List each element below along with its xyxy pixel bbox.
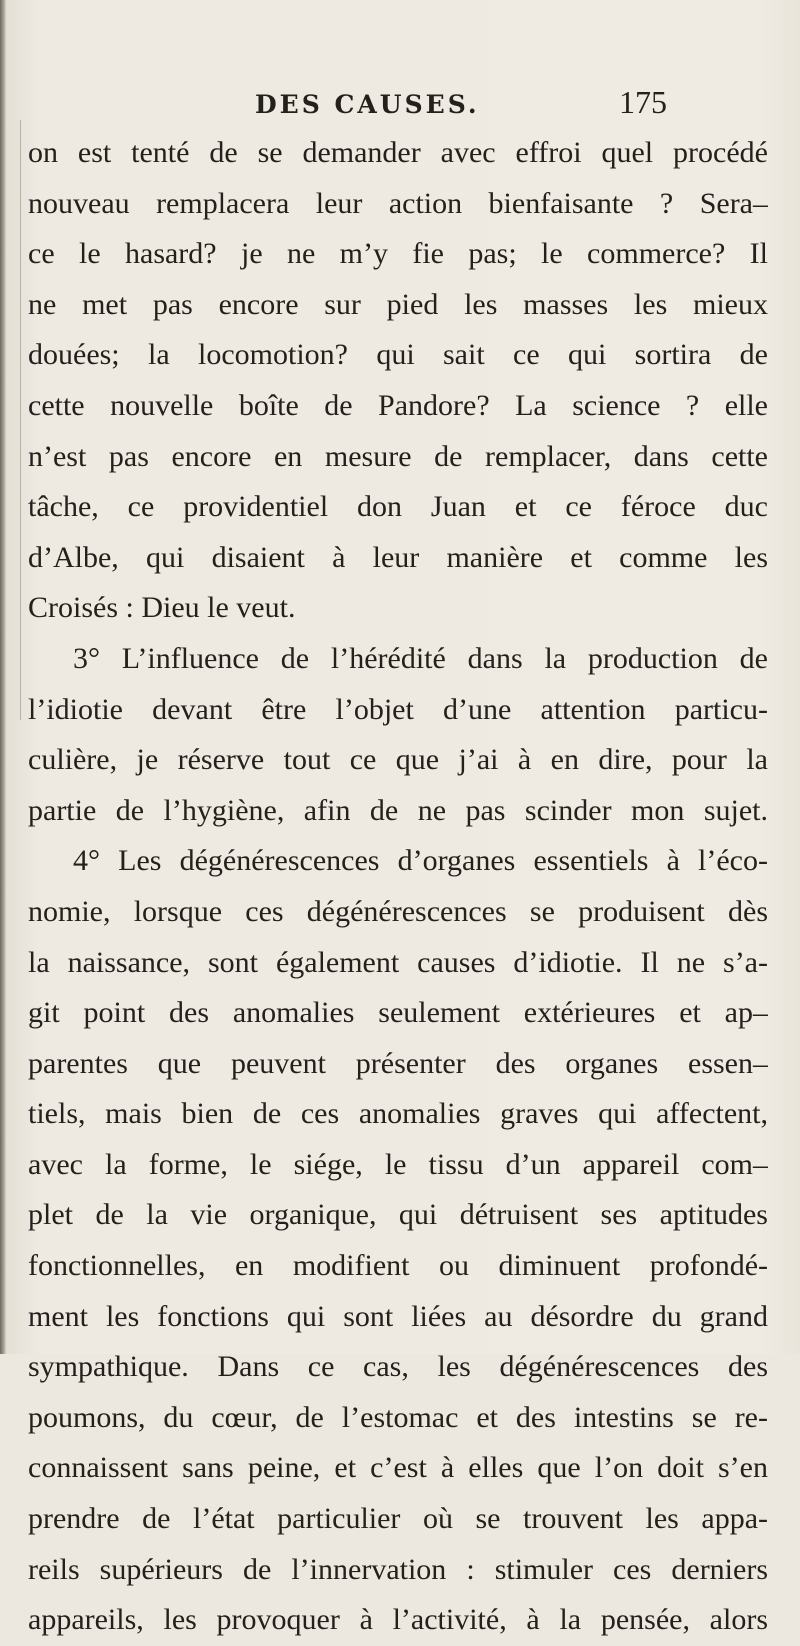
text-line-paragraph-start: 3° L’influence de l’hérédité dans la production de — [73, 641, 768, 675]
page-binding-edge — [0, 0, 6, 1354]
text-line: l’idiotie devant être l’objet d’une attention particu- — [28, 692, 768, 726]
text-line: fonctionnelles, en modifient ou diminuent profondé- — [28, 1249, 768, 1283]
text-line: culière, je réserve tout ce que j’ai à en dire, pour la — [28, 743, 768, 777]
text-line: ne met pas encore sur pied les masses les mieux — [28, 287, 768, 321]
text-line: tâche, ce providentiel don Juan et ce féroce duc — [28, 490, 768, 524]
text-line: tiels, mais bien de ces anomalies graves qui affectent, — [28, 1097, 768, 1131]
text-line: plet de la vie organique, qui détruisent ses aptitudes — [28, 1198, 768, 1232]
text-line: la naissance, sont également causes d’idiotie. Il ne s’a- — [28, 945, 768, 979]
text-line: git point des anomalies seulement extérieures et ap– — [28, 996, 768, 1030]
text-line: d’Albe, qui disaient à leur manière et comme les — [28, 540, 768, 574]
running-head — [255, 84, 675, 120]
gutter-shadow — [20, 120, 21, 720]
text-line: on est tenté de se demander avec effroi quel procédé — [28, 136, 768, 169]
text-line: partie de l’hygiène, afin de ne pas scinder mon sujet. — [28, 793, 768, 827]
text-line: ce le hasard? je ne m’y fie pas; le commerce? Il — [28, 237, 768, 271]
page-number: 175 — [619, 84, 667, 120]
text-line: appareils, les provoquer à l’activité, à la pensée, alors — [28, 1603, 768, 1637]
text-line: ment les fonctions qui sont liées au désordre du grand — [28, 1299, 768, 1333]
text-line: connaissent sans peine, et c’est à elles que l’on doit s’en — [28, 1451, 768, 1485]
text-line: reils supérieurs de l’innervation : stimuler ces derniers — [28, 1552, 768, 1586]
text-line: nouveau remplacera leur action bienfaisante ? Sera– — [28, 186, 768, 220]
text-line: avec la forme, le siége, le tissu d’un appareil com– — [28, 1147, 768, 1181]
text-line: n’est pas encore en mesure de remplacer, dans cette — [28, 439, 768, 473]
text-line: prendre de l’état particulier où se trouvent les appa- — [28, 1502, 768, 1536]
text-line-paragraph-start: 4° Les dégénérescences d’organes essentiels à l’éco- — [73, 844, 768, 878]
text-line: cette nouvelle boîte de Pandore? La science ? elle — [28, 388, 768, 422]
text-line: poumons, du cœur, de l’estomac et des intestins se re- — [28, 1400, 768, 1434]
body-text — [28, 128, 768, 1646]
text-line: nomie, lorsque ces dégénérescences se produisent dès — [28, 894, 768, 928]
text-line-paragraph-end: Croisés : Dieu le veut. — [28, 591, 296, 625]
running-head-title: DES CAUSES. — [255, 90, 480, 119]
text-line: parentes que peuvent présenter des organes essen– — [28, 1046, 768, 1080]
text-line: douées; la locomotion? qui sait ce qui sortira de — [28, 338, 768, 372]
text-line: sympathique. Dans ce cas, les dégénérescences des — [28, 1350, 768, 1384]
